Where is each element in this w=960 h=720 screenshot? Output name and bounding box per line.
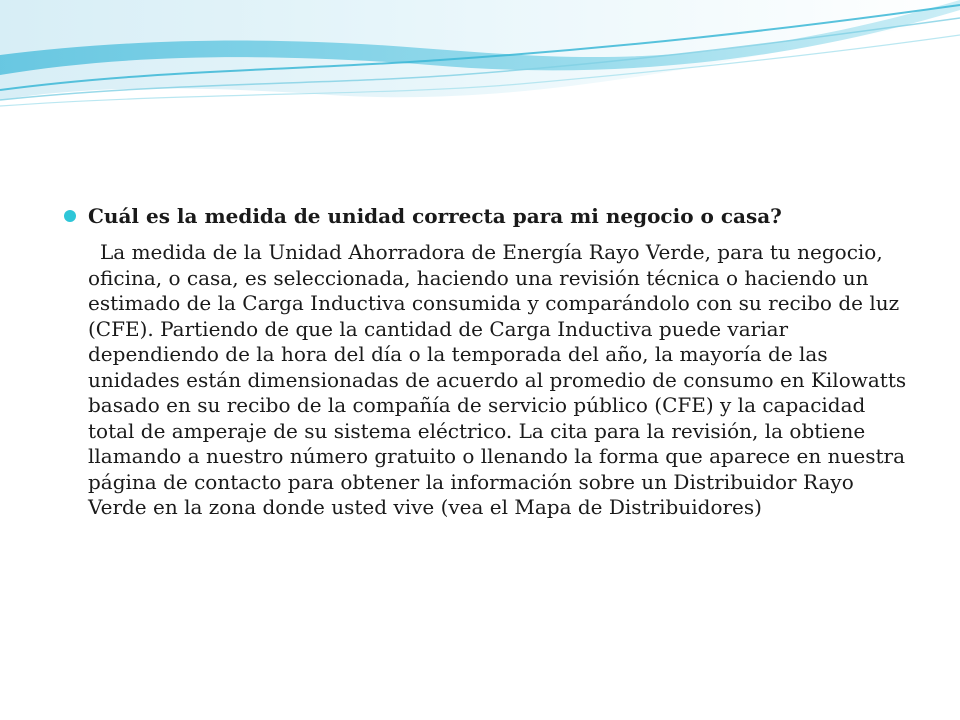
bullet-icon [64, 210, 76, 222]
slide-question: Cuál es la medida de unidad correcta para mi negocio o casa? [88, 204, 782, 228]
slide-answer: La medida de la Unidad Ahorradora de Energía Rayo Verde, para tu negocio, oficina, o casa, es seleccionada, haciendo una revisión técnica o haciendo un estimado de la Carga Inductiva consumida y comparándolo con su recibo de luz (CFE). Partiendo de que la cantidad de Carga Inductiva puede variar dependiendo de la hora del día o la temporada del año, la mayoría de las unidades están dimensionadas de acuerdo al promedio de consumo en Kilowatts basado en su recibo de la compañía de servicio público (CFE) y la capacidad total de amperaje de su sistema eléctrico. La cita para la revisión, la obtiene llamando a nuestro número gratuito o llenando la forma que aparece en nuestra página de contacto para obtener la información sobre un Distribuidor Rayo Verde en la zona donde usted vive (vea el Mapa de Distribuidores) [88, 240, 907, 519]
